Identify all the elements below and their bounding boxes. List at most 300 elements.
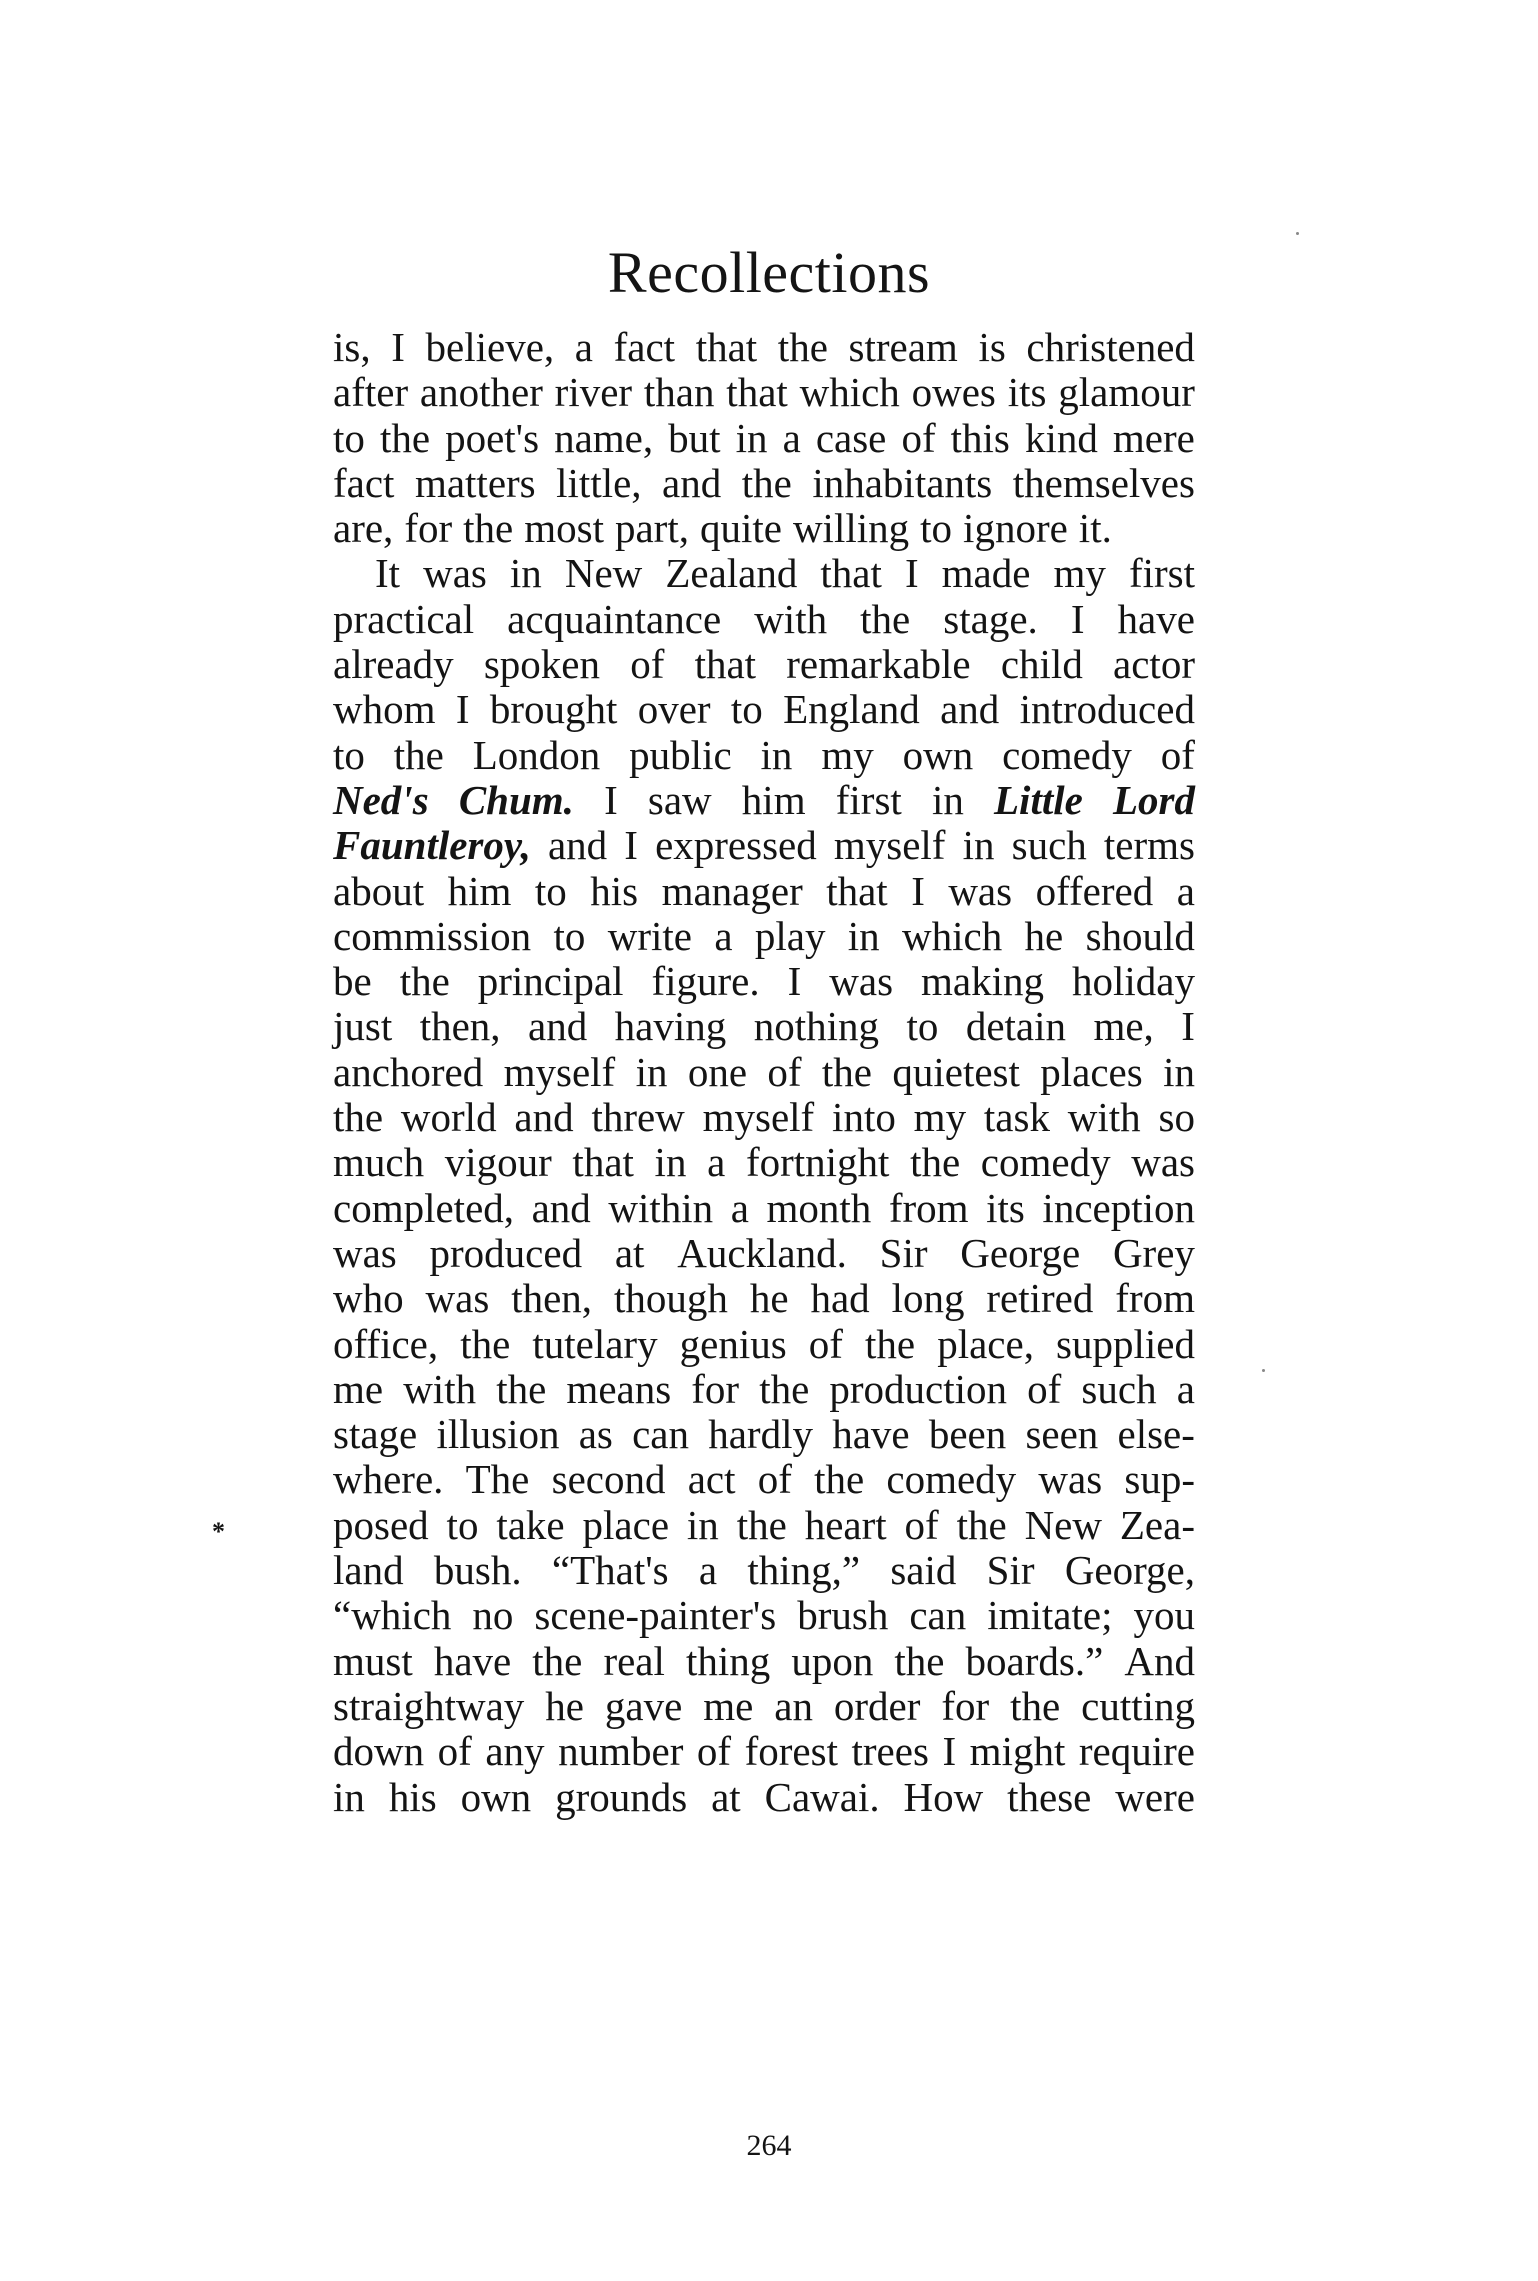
word: can bbox=[632, 1411, 689, 1458]
text-line bbox=[333, 1140, 1195, 1185]
word: ignore bbox=[963, 505, 1068, 552]
word: write bbox=[607, 912, 692, 959]
word: quite bbox=[699, 505, 782, 552]
word: already bbox=[333, 641, 454, 688]
word: production bbox=[829, 1365, 1008, 1412]
word: grounds bbox=[555, 1773, 688, 1820]
word: comedy bbox=[1002, 731, 1132, 778]
word: myself bbox=[702, 1094, 815, 1141]
word: of bbox=[1160, 731, 1195, 778]
word: that bbox=[695, 324, 758, 370]
word: straightway bbox=[333, 1682, 525, 1729]
word: I bbox=[1181, 1003, 1195, 1050]
word: New bbox=[1024, 1501, 1102, 1548]
word: christened bbox=[1026, 324, 1195, 370]
word: acquaintance bbox=[507, 595, 722, 642]
word: the bbox=[865, 1320, 916, 1367]
page-number: 264 bbox=[746, 2129, 792, 2162]
word: Little bbox=[994, 776, 1083, 823]
word: myself bbox=[503, 1048, 616, 1095]
word: the bbox=[333, 1094, 384, 1141]
word: manager bbox=[661, 867, 803, 914]
word: have bbox=[433, 1637, 512, 1684]
word: of bbox=[696, 1728, 732, 1775]
word: It bbox=[375, 550, 401, 597]
word: first bbox=[1128, 550, 1195, 597]
word: Chum. bbox=[458, 776, 574, 823]
text-line bbox=[333, 325, 1195, 370]
text-line bbox=[333, 1322, 1195, 1367]
text-line bbox=[333, 869, 1195, 914]
word: else- bbox=[1117, 1411, 1195, 1458]
word: illusion bbox=[436, 1411, 560, 1458]
word: of bbox=[437, 1728, 472, 1775]
text-line bbox=[333, 1186, 1195, 1231]
word: Sir bbox=[879, 1229, 928, 1276]
word: inception bbox=[1042, 1184, 1195, 1231]
word: was bbox=[829, 958, 894, 1005]
word: means bbox=[566, 1365, 672, 1412]
word: was bbox=[1038, 1456, 1103, 1503]
word: been bbox=[928, 1411, 1007, 1458]
word: London bbox=[472, 731, 601, 778]
word: must bbox=[333, 1637, 413, 1684]
word: land bbox=[333, 1547, 404, 1594]
word: which bbox=[799, 369, 900, 416]
word: in bbox=[509, 550, 542, 597]
word: Fauntleroy, bbox=[333, 822, 531, 869]
word: made bbox=[941, 550, 1031, 597]
word: in bbox=[847, 912, 880, 959]
word: hardly bbox=[708, 1411, 813, 1458]
paper-speck bbox=[1262, 1369, 1265, 1372]
word: stage. bbox=[943, 595, 1038, 642]
word: myself bbox=[833, 822, 946, 869]
word: owes bbox=[911, 369, 996, 416]
word: to bbox=[333, 731, 365, 778]
word: How bbox=[903, 1773, 984, 1820]
word: I bbox=[455, 686, 470, 733]
word: commission bbox=[333, 912, 532, 959]
word: is, bbox=[333, 324, 371, 370]
word: at bbox=[711, 1773, 741, 1820]
word: play bbox=[754, 912, 826, 959]
word: for bbox=[691, 1365, 740, 1412]
word: George bbox=[960, 1229, 1081, 1276]
paper-speck bbox=[1296, 232, 1299, 235]
word: in bbox=[686, 1501, 719, 1548]
word: take bbox=[496, 1501, 565, 1548]
word: though bbox=[613, 1275, 728, 1322]
word: inhabitants bbox=[812, 459, 993, 506]
word: him bbox=[741, 776, 806, 823]
word: a bbox=[730, 1184, 749, 1231]
word: was bbox=[333, 1229, 397, 1276]
word: Cawai. bbox=[764, 1773, 880, 1820]
word: were bbox=[1115, 1773, 1195, 1820]
word: with bbox=[1067, 1094, 1141, 1141]
word: task bbox=[983, 1094, 1050, 1141]
text-line bbox=[333, 1639, 1195, 1684]
word: these bbox=[1007, 1773, 1092, 1820]
word: Sir bbox=[986, 1547, 1035, 1594]
word: no bbox=[472, 1592, 514, 1639]
word: I bbox=[391, 324, 405, 370]
text-line bbox=[333, 370, 1195, 415]
word: the bbox=[399, 958, 450, 1005]
word: I bbox=[942, 1728, 957, 1775]
word: in bbox=[635, 1048, 668, 1095]
word: actor bbox=[1113, 641, 1195, 688]
word: than bbox=[643, 369, 715, 416]
word: are, bbox=[333, 505, 394, 552]
text-line bbox=[333, 914, 1195, 959]
word: that bbox=[572, 1139, 634, 1186]
word: New bbox=[564, 550, 643, 597]
word: brought bbox=[489, 686, 618, 733]
word: believe, bbox=[425, 324, 555, 370]
text-line bbox=[333, 733, 1195, 778]
word: Zea- bbox=[1119, 1501, 1195, 1548]
word: that bbox=[726, 369, 788, 416]
word: case bbox=[815, 414, 887, 461]
text-line bbox=[333, 1593, 1195, 1638]
word: real bbox=[603, 1637, 665, 1684]
word: any bbox=[485, 1728, 545, 1775]
word: its bbox=[986, 1184, 1025, 1231]
text-line bbox=[333, 1548, 1195, 1593]
word: then, bbox=[419, 1003, 501, 1050]
word: the bbox=[532, 1637, 583, 1684]
text-line bbox=[333, 416, 1195, 461]
word: but bbox=[668, 414, 721, 461]
word: can bbox=[909, 1592, 967, 1639]
word: spoken bbox=[483, 641, 600, 688]
word: the bbox=[814, 1456, 865, 1503]
word: after bbox=[333, 369, 409, 416]
word: heart bbox=[804, 1501, 887, 1548]
word: place bbox=[582, 1501, 670, 1548]
text-line bbox=[333, 597, 1195, 642]
word: might bbox=[969, 1728, 1066, 1775]
word: And bbox=[1124, 1637, 1195, 1684]
word: expressed bbox=[655, 822, 817, 869]
word: world bbox=[400, 1094, 497, 1141]
word: another bbox=[419, 369, 543, 416]
text-line bbox=[333, 1050, 1195, 1095]
word: own bbox=[460, 1773, 532, 1820]
word: I bbox=[604, 776, 618, 823]
word: within bbox=[608, 1184, 714, 1231]
word: one bbox=[687, 1048, 748, 1095]
word: imitate; bbox=[987, 1592, 1113, 1639]
text-line bbox=[333, 642, 1195, 687]
word: upon bbox=[791, 1637, 874, 1684]
word: offered bbox=[1035, 867, 1154, 914]
word: his bbox=[388, 1773, 437, 1820]
body-text bbox=[333, 325, 1195, 1820]
word: he bbox=[1024, 912, 1064, 959]
word: having bbox=[614, 1003, 727, 1050]
word: this bbox=[950, 414, 1010, 461]
word: an bbox=[774, 1682, 813, 1729]
word: the bbox=[860, 595, 911, 642]
text-line bbox=[333, 1503, 1195, 1548]
word: and bbox=[547, 822, 608, 869]
word: child bbox=[1000, 641, 1083, 688]
word: sup- bbox=[1124, 1456, 1195, 1503]
word: the bbox=[894, 1637, 945, 1684]
word: which bbox=[902, 912, 1003, 959]
word: brush bbox=[797, 1592, 889, 1639]
word: of bbox=[808, 1320, 843, 1367]
word: “That's bbox=[551, 1547, 669, 1594]
word: a bbox=[714, 912, 733, 959]
word: his bbox=[590, 867, 639, 914]
word: about bbox=[333, 867, 425, 914]
word: I bbox=[904, 550, 919, 597]
word: and bbox=[940, 686, 1000, 733]
word: in bbox=[333, 1773, 365, 1820]
word: stage bbox=[333, 1411, 418, 1458]
word: cutting bbox=[1081, 1682, 1195, 1729]
word: the bbox=[496, 1365, 547, 1412]
word: nothing bbox=[753, 1003, 879, 1050]
word: should bbox=[1085, 912, 1195, 959]
word: act bbox=[687, 1456, 736, 1503]
word: of bbox=[630, 641, 665, 688]
word: comedy bbox=[980, 1139, 1111, 1186]
word: and bbox=[662, 459, 722, 506]
text-line bbox=[333, 1095, 1195, 1140]
word: so bbox=[1158, 1094, 1195, 1141]
word: it. bbox=[1078, 505, 1112, 552]
word: was bbox=[948, 867, 1013, 914]
word: matters bbox=[414, 459, 536, 506]
word: me bbox=[333, 1365, 384, 1412]
word: over bbox=[637, 686, 711, 733]
word: the bbox=[777, 324, 828, 370]
word: was bbox=[423, 550, 487, 597]
word: a bbox=[574, 324, 593, 370]
word: I bbox=[1070, 595, 1085, 642]
word: detain bbox=[965, 1003, 1066, 1050]
word: the bbox=[736, 1501, 787, 1548]
word: of bbox=[901, 414, 936, 461]
word: produced bbox=[429, 1229, 583, 1276]
word: have bbox=[832, 1411, 910, 1458]
word: and bbox=[531, 1184, 591, 1231]
word: terms bbox=[1103, 822, 1195, 869]
text-line bbox=[333, 1276, 1195, 1321]
text-line bbox=[333, 687, 1195, 732]
word: just bbox=[333, 1003, 393, 1050]
word: own bbox=[902, 731, 974, 778]
word: long bbox=[891, 1275, 965, 1322]
word: in bbox=[1163, 1048, 1195, 1095]
word: threw bbox=[591, 1094, 685, 1141]
text-line bbox=[333, 506, 1195, 551]
word: I bbox=[787, 958, 802, 1005]
text-line bbox=[333, 1367, 1195, 1412]
word: the bbox=[956, 1501, 1007, 1548]
word: second bbox=[551, 1456, 666, 1503]
word: into bbox=[832, 1094, 896, 1141]
word: with bbox=[403, 1365, 477, 1412]
word: bush. bbox=[433, 1547, 522, 1594]
word: places bbox=[1040, 1048, 1143, 1095]
word: and bbox=[514, 1094, 574, 1141]
word: England bbox=[783, 686, 920, 733]
word: the bbox=[821, 1048, 872, 1095]
text-line bbox=[333, 461, 1195, 506]
word: public bbox=[629, 731, 732, 778]
word: number bbox=[558, 1728, 684, 1775]
word: much bbox=[333, 1139, 425, 1186]
text-line bbox=[333, 778, 1195, 823]
word: place, bbox=[937, 1320, 1034, 1367]
word: of bbox=[1027, 1365, 1062, 1412]
word: was bbox=[1131, 1139, 1195, 1186]
word: in bbox=[654, 1139, 687, 1186]
text-line bbox=[333, 1729, 1195, 1774]
word: was bbox=[425, 1275, 490, 1322]
text-line bbox=[333, 1684, 1195, 1729]
word: supplied bbox=[1056, 1320, 1195, 1367]
word: themselves bbox=[1012, 459, 1195, 506]
word: the bbox=[463, 505, 514, 552]
word: from bbox=[1115, 1275, 1195, 1322]
word: that bbox=[820, 550, 882, 597]
word: forest bbox=[744, 1728, 838, 1775]
word: such bbox=[1081, 1365, 1157, 1412]
word: poet's bbox=[445, 414, 540, 461]
word: little, bbox=[556, 459, 642, 506]
word: the bbox=[460, 1320, 511, 1367]
word: my bbox=[913, 1094, 967, 1141]
word: fact bbox=[613, 324, 676, 370]
word: The bbox=[465, 1456, 530, 1503]
word: thing,” bbox=[747, 1547, 861, 1594]
word: the bbox=[741, 459, 792, 506]
word: “which bbox=[333, 1592, 452, 1639]
word: who bbox=[333, 1275, 404, 1322]
word: Zealand bbox=[665, 550, 798, 597]
word: and bbox=[528, 1003, 588, 1050]
text-line bbox=[333, 959, 1195, 1004]
word: me, bbox=[1093, 1003, 1154, 1050]
word: the bbox=[393, 731, 444, 778]
word: scene-painter's bbox=[534, 1592, 777, 1639]
word: holiday bbox=[1071, 958, 1195, 1005]
word: quietest bbox=[892, 1048, 1020, 1095]
word: making bbox=[921, 958, 1044, 1005]
word: in bbox=[962, 822, 995, 869]
running-head: Recollections bbox=[607, 240, 931, 305]
word: a bbox=[1176, 867, 1195, 914]
word: my bbox=[821, 731, 874, 778]
word: Grey bbox=[1112, 1229, 1195, 1276]
word: seen bbox=[1025, 1411, 1099, 1458]
word: be bbox=[333, 958, 372, 1005]
word: Auckland. bbox=[677, 1229, 847, 1276]
word: boards.” bbox=[965, 1637, 1104, 1684]
word: completed, bbox=[333, 1184, 515, 1231]
text-line bbox=[333, 1231, 1195, 1276]
word: remarkable bbox=[786, 641, 971, 688]
word: posed bbox=[333, 1501, 429, 1548]
text-line bbox=[333, 1004, 1195, 1049]
word: office, bbox=[333, 1320, 439, 1367]
word: mere bbox=[1112, 414, 1195, 461]
text-line bbox=[333, 1775, 1195, 1820]
margin-mark: * bbox=[212, 1517, 225, 1546]
word: stream bbox=[848, 324, 958, 370]
word: practical bbox=[333, 595, 475, 642]
word: in bbox=[760, 731, 793, 778]
word: saw bbox=[647, 776, 712, 823]
word: principal bbox=[477, 958, 624, 1005]
word: thing bbox=[685, 1637, 771, 1684]
word: tutelary bbox=[532, 1320, 658, 1367]
word: a bbox=[707, 1139, 726, 1186]
word: order bbox=[833, 1682, 921, 1729]
word: of bbox=[904, 1501, 939, 1548]
word: had bbox=[810, 1275, 870, 1322]
word: glamour bbox=[1058, 369, 1195, 416]
word: fact bbox=[333, 459, 395, 506]
word: whom bbox=[333, 686, 436, 733]
word: kind bbox=[1024, 414, 1098, 461]
word: he bbox=[545, 1682, 584, 1729]
word: name, bbox=[554, 414, 654, 461]
word: most bbox=[524, 505, 604, 552]
word: the bbox=[910, 1139, 961, 1186]
word: to bbox=[730, 686, 763, 733]
word: he bbox=[749, 1275, 789, 1322]
word: vigour bbox=[444, 1139, 552, 1186]
word: have bbox=[1117, 595, 1195, 642]
word: for bbox=[941, 1682, 990, 1729]
word: figure. bbox=[651, 958, 760, 1005]
word: to bbox=[534, 867, 567, 914]
word: my bbox=[1053, 550, 1106, 597]
word: genius bbox=[679, 1320, 787, 1367]
word: part, bbox=[614, 505, 689, 552]
word: said bbox=[890, 1547, 957, 1594]
word: a bbox=[1176, 1365, 1195, 1412]
word: to bbox=[906, 1003, 939, 1050]
word: comedy bbox=[886, 1456, 1017, 1503]
word: that bbox=[694, 641, 757, 688]
word: fortnight bbox=[745, 1139, 890, 1186]
word: to bbox=[920, 505, 953, 552]
word: in bbox=[735, 414, 768, 461]
word: such bbox=[1011, 822, 1087, 869]
text-line bbox=[333, 1412, 1195, 1457]
word: the bbox=[1010, 1682, 1061, 1729]
word: first bbox=[835, 776, 902, 823]
word: with bbox=[754, 595, 828, 642]
word: of bbox=[767, 1048, 802, 1095]
word: river bbox=[554, 369, 633, 416]
word: you bbox=[1133, 1592, 1195, 1639]
word: in bbox=[931, 776, 964, 823]
word: I bbox=[624, 822, 638, 869]
word: to bbox=[446, 1501, 479, 1548]
text-line bbox=[333, 551, 1195, 596]
word: require bbox=[1078, 1728, 1195, 1775]
